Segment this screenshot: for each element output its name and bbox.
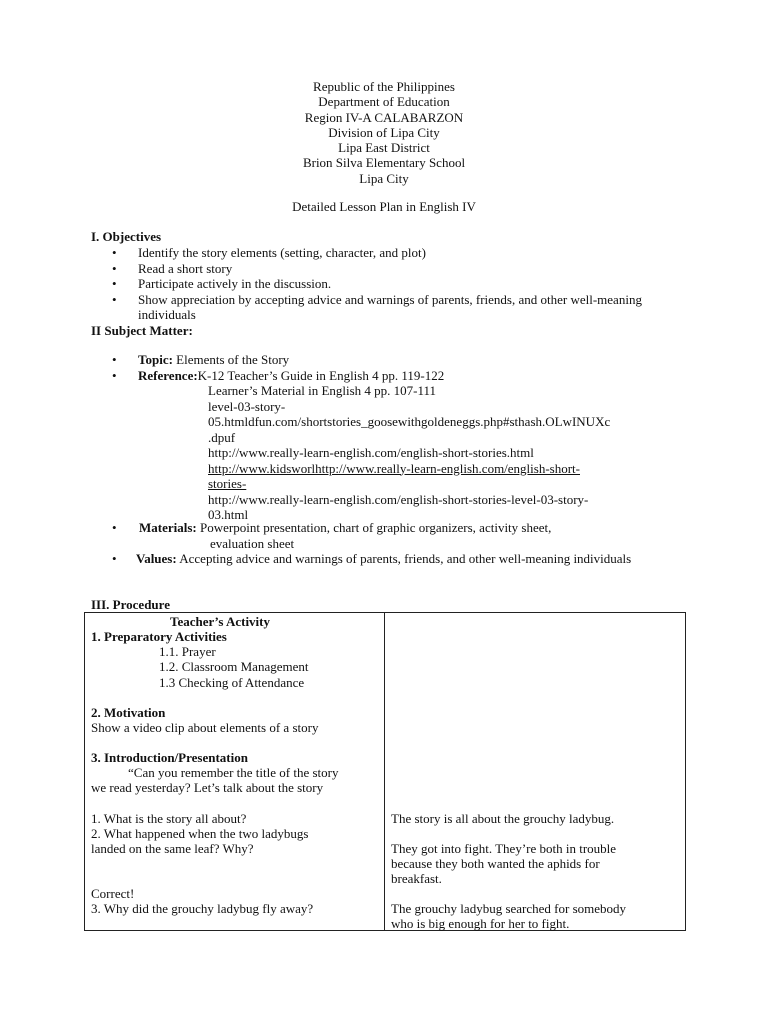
- question-text: landed on the same leaf? Why?: [91, 841, 254, 856]
- reference-list: [208, 383, 678, 523]
- school-header: [0, 79, 768, 186]
- answer-text: They got into fight. They’re both in trouble: [391, 841, 617, 856]
- objective-item: • Participate actively in the discussion.: [112, 276, 682, 292]
- values-label: Values:: [136, 551, 177, 566]
- values-value: Accepting advice and warnings of parents, friends, and other well-meaning individuals: [179, 551, 632, 566]
- reference-line: level-03-story-: [208, 398, 286, 414]
- lesson-title: Detailed Lesson Plan in English IV: [292, 199, 476, 214]
- bullet-glyph: •: [112, 520, 117, 535]
- motivation-heading: 2. Motivation: [91, 705, 166, 720]
- prep-item: 1.2. Classroom Management: [159, 659, 309, 674]
- feedback-text: Correct!: [91, 886, 135, 901]
- procedure-table: [84, 612, 686, 931]
- reference-label: Reference:: [138, 367, 198, 383]
- teacher-activity-column: [85, 613, 385, 931]
- question-text: 3. Why did the grouchy ladybug fly away?: [91, 901, 314, 916]
- reference-line: 05.htmldfun.com/shortstories_goosewithgoldeneggs.php#sthash.OLwINUXc: [208, 414, 611, 429]
- answer-text: because they both wanted the aphids for: [391, 856, 600, 871]
- reference-first: K-12 Teacher’s Guide in English 4 pp. 119-122: [197, 367, 445, 383]
- header-line: Region IV-A CALABARZON: [304, 109, 464, 125]
- bullet-glyph: •: [112, 551, 117, 566]
- header-line: Brion Silva Elementary School: [302, 155, 466, 171]
- intro-text: we read yesterday? Let’s talk about the story: [91, 780, 324, 795]
- topic-label: Topic:: [138, 352, 173, 367]
- reference-link[interactable]: stories-: [208, 476, 247, 491]
- reference-line: Learner’s Material in English 4 pp. 107-111: [208, 383, 437, 398]
- reference-link[interactable]: http://www.kidsworlhttp://www.really-learn-english.com/english-short-: [208, 460, 580, 476]
- materials-value: Powerpoint presentation, chart of graphic organizers, activity sheet,: [200, 520, 552, 535]
- answer-text: breakfast.: [391, 871, 442, 886]
- objectives-heading: I. Objectives: [91, 229, 162, 244]
- materials-continued: evaluation sheet: [210, 535, 295, 551]
- materials-item: [112, 520, 672, 551]
- objectives-list: [112, 245, 682, 323]
- values-item: [112, 551, 672, 567]
- preparatory-heading: 1. Preparatory Activities: [91, 629, 227, 644]
- objective-item: • Show appreciation by accepting advice and warnings of parents, friends, and other well-meaning individuals: [112, 292, 682, 323]
- question-text: 2. What happened when the two ladybugs: [91, 826, 309, 841]
- header-line: Republic of the Philippines: [313, 79, 455, 94]
- teacher-activity-heading: Teacher’s Activity: [170, 614, 271, 629]
- answer-text: The story is all about the grouchy ladybug.: [391, 811, 615, 826]
- intro-text: “Can you remember the title of the story: [128, 765, 339, 780]
- reference-line: 03.html: [208, 507, 249, 522]
- header-line: Lipa East District: [338, 140, 430, 156]
- subject-matter-list: [112, 352, 692, 383]
- objective-item: • Identify the story elements (setting, character, and plot): [112, 245, 682, 261]
- header-line: Division of Lipa City: [328, 124, 440, 140]
- procedure-heading: III. Procedure: [91, 597, 170, 612]
- pupil-activity-column: [385, 613, 686, 931]
- topic-value: Elements of the Story: [176, 352, 290, 367]
- topic-item: [112, 352, 692, 368]
- answer-text: who is big enough for her to fight.: [391, 916, 570, 931]
- header-line: Department of Education: [318, 94, 450, 110]
- answer-text: The grouchy ladybug searched for somebody: [391, 901, 627, 916]
- objective-item: • Read a short story: [112, 261, 682, 277]
- subject-matter-heading: II Subject Matter:: [91, 323, 193, 338]
- question-text: 1. What is the story all about?: [91, 811, 247, 826]
- reference-line: http://www.really-learn-english.com/english-short-stories-level-03-story-: [208, 491, 589, 507]
- reference-line: http://www.really-learn-english.com/english-short-stories.html: [208, 445, 534, 460]
- motivation-text: Show a video clip about elements of a story: [91, 720, 319, 735]
- prep-item: 1.3 Checking of Attendance: [159, 675, 305, 690]
- reference-item: [112, 368, 692, 384]
- materials-label: Materials:: [139, 520, 197, 535]
- prep-item: 1.1. Prayer: [159, 644, 216, 659]
- reference-line: .dpuf: [208, 429, 236, 445]
- header-line: Lipa City: [359, 170, 409, 186]
- introduction-heading: 3. Introduction/Presentation: [91, 750, 248, 765]
